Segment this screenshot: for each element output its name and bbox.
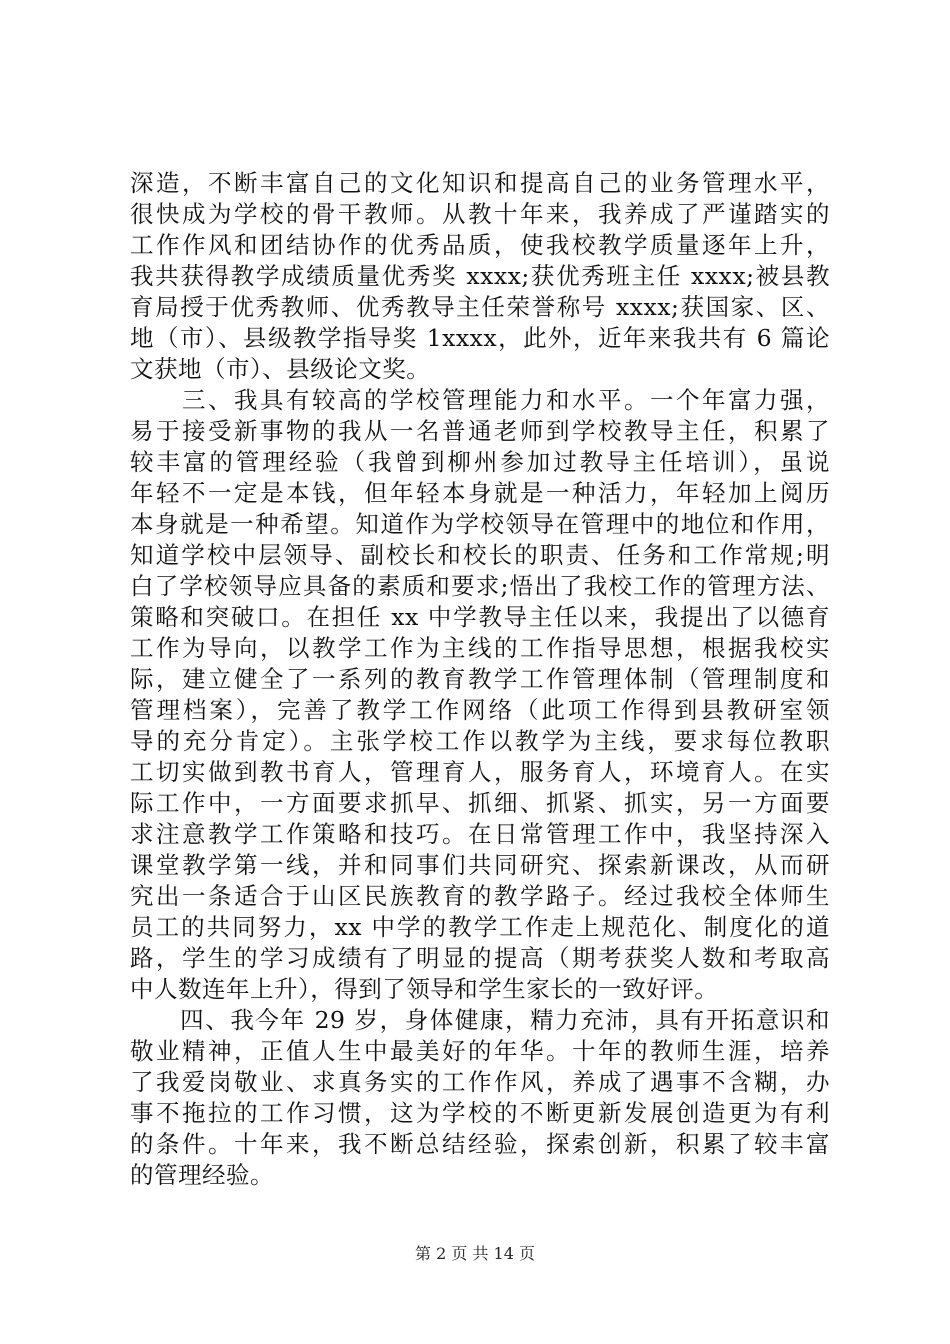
text-line: 课堂教学第一线，并和同事们共同研究、探索新课改，从而研: [130, 851, 830, 879]
page-number-footer: 第 2 页 共 14 页: [415, 1244, 535, 1263]
text-line: 工切实做到教书育人，管理育人，服务育人，环境育人。在实: [130, 758, 830, 786]
text-line: 管理档案），完善了教学工作网络（此项工作得到县教研室领: [130, 696, 830, 724]
text-line: 深造，不断丰富自己的文化知识和提高自己的业务管理水平，: [130, 169, 830, 197]
text-line: 地（市）、县级教学指导奖 1xxxx，此外，近年来我共有 6 篇论: [130, 324, 830, 352]
text-line: 路，学生的学习成绩有了明显的提高（期考获奖人数和考取高: [130, 944, 830, 972]
text-line: 求注意教学工作策略和技巧。在日常管理工作中，我坚持深入: [130, 820, 830, 848]
text-line: 本身就是一种希望。知道作为学校领导在管理中的地位和作用，: [130, 510, 830, 538]
text-line: 际工作中，一方面要求抓早、抓细、抓紧、抓实，另一方面要: [130, 789, 830, 817]
text-line: 工作为导向，以教学工作为主线的工作指导思想，根据我校实: [130, 634, 830, 662]
text-line: 我共获得教学成绩质量优秀奖 xxxx;获优秀班主任 xxxx;被县教: [130, 262, 830, 290]
text-line: 文获地（市）、县级论文奖。: [130, 355, 431, 383]
document-body: [130, 168, 830, 1191]
text-line: 年轻不一定是本钱，但年轻本身就是一种活力，年轻加上阅历: [130, 479, 830, 507]
text-line: 了我爱岗敬业、求真务实的工作作风，养成了遇事不含糊，办: [130, 1068, 830, 1096]
text-line: 的管理经验。: [130, 1161, 274, 1189]
text-line: 较丰富的管理经验（我曾到柳州参加过教导主任培训），虽说: [130, 448, 830, 476]
text-line: 很快成为学校的骨干教师。从教十年来，我养成了严谨踏实的: [130, 200, 830, 228]
text-line: 敬业精神，正值人生中最美好的年华。十年的教师生涯，培养: [130, 1037, 830, 1065]
text-line: 工作作风和团结协作的优秀品质，使我校教学质量逐年上升，: [130, 231, 830, 259]
text-line: 白了学校领导应具备的素质和要求;悟出了我校工作的管理方法、: [130, 572, 830, 600]
text-line: 三、我具有较高的学校管理能力和水平。一个年富力强，: [130, 386, 830, 414]
text-line: 四、我今年 29 岁，身体健康，精力充沛，具有开拓意识和: [130, 1006, 830, 1034]
text-line: 际，建立健全了一系列的教育教学工作管理体制（管理制度和: [130, 665, 830, 693]
text-line: 策略和突破口。在担任 xx 中学教导主任以来，我提出了以德育: [130, 603, 830, 631]
text-line: 易于接受新事物的我从一名普通老师到学校教导主任，积累了: [130, 417, 830, 445]
text-line: 导的充分肯定）。主张学校工作以教学为主线，要求每位教职: [130, 727, 830, 755]
text-line: 究出一条适合于山区民族教育的教学路子。经过我校全体师生: [130, 882, 830, 910]
text-line: 员工的共同努力，xx 中学的教学工作走上规范化、制度化的道: [130, 913, 830, 941]
text-line: 育局授于优秀教师、优秀教导主任荣誉称号 xxxx;获国家、区、: [130, 293, 830, 321]
text-line: 知道学校中层领导、副校长和校长的职责、任务和工作常规;明: [130, 541, 830, 569]
text-line: 的条件。十年来，我不断总结经验，探索创新，积累了较丰富: [130, 1130, 830, 1158]
text-line: 中人数连年上升），得到了领导和学生家长的一致好评。: [130, 975, 719, 1003]
text-line: 事不拖拉的工作习惯，这为学校的不断更新发展创造更为有利: [130, 1099, 830, 1127]
